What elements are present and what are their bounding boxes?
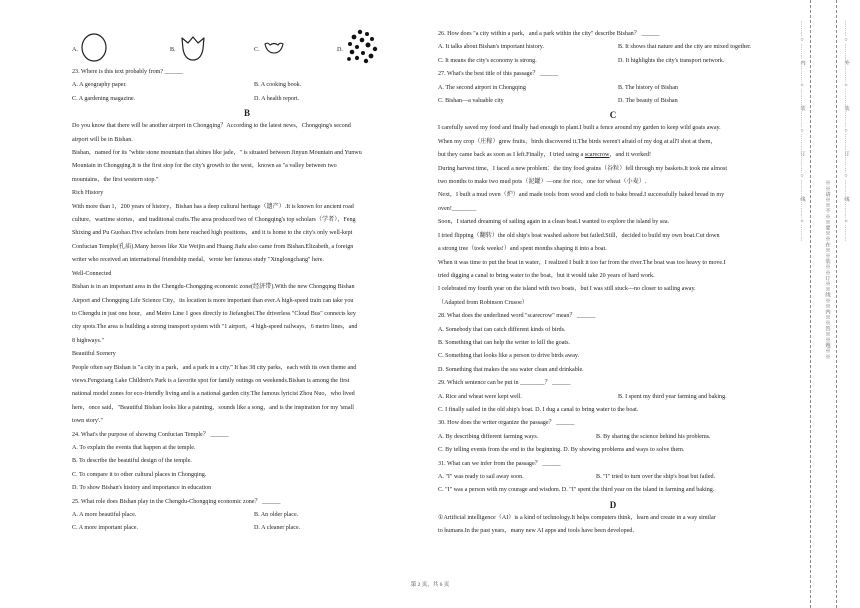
binding-outer-marks: ………○………外………○………装………○………订………○………线………○……… — [843, 20, 849, 242]
q23-option-d: D. A health report. — [254, 95, 300, 102]
passage-b-line: People often say Bishan is "a city in a park，and a park in a city." It has 38 city parks，each with its own theme and — [72, 364, 357, 371]
q25-option-a: A. A more beautiful place. — [72, 512, 137, 518]
passage-b-line: views.Fengxiang Lake Children's Park is a favorite spot for family outings on weekends.Bishan is among the first — [72, 377, 350, 384]
question-31: 31. What can we infer from the passage？ ______ — [438, 460, 561, 467]
passage-c-source: （Adapted from Robinson Crusoe） — [438, 299, 528, 306]
passage-c-line: but they came back as soon as I left.Finally，I tried using a scarecrow，and it worked! — [438, 152, 652, 159]
right-column — [438, 28, 788, 539]
passage-d-line: to humans.In the past years，many new AI apps and tools have been developed. — [438, 528, 634, 535]
q26-option-a: A. It talks about Bishan's important history. — [438, 44, 544, 51]
option-a-label: A. — [72, 47, 78, 53]
question-27: 27. What's the best title of this passage？ ______ — [438, 71, 559, 78]
section-d-heading: D — [609, 499, 617, 510]
question-26: 26. How does "a city within a park，and a park within the city" describe Bishan？ ______ — [438, 31, 660, 37]
q30-option-d: D. By showing problems and ways to solve them. — [563, 447, 685, 454]
passage-b-line: Confucian Temple(孔庙).Many heroes like Xie Weijin and Huang Jiafu also came from Bishan.Elizabeth, a foreign — [72, 243, 354, 250]
q25-option-b: B. An older place. — [254, 512, 299, 518]
passage-b-line: 8 highways." — [72, 337, 104, 344]
binding-line-outer — [836, 0, 837, 608]
question-24: 24. What's the purpose of showing Confucian Temple？ ______ — [72, 431, 229, 438]
section-b-heading: B — [243, 108, 250, 119]
q27-option-a: A. The second airport in Chongqing — [438, 84, 526, 91]
q24-option-a: A. To explain the events that happen at the temple. — [72, 444, 196, 451]
scattered-pieces-icon — [344, 28, 380, 66]
q29-option-d: D. I dug a canal to bring water to the boat. — [535, 406, 639, 413]
q23-options-row-2 — [72, 93, 422, 106]
passage-b-line: Bishan，named for its "white stone mountain that shines like jade，" is situated between Jinyun Mountain and Yunwu — [72, 150, 362, 157]
q27-option-c: C. Bishan—a valuable city — [438, 98, 504, 105]
q26-options-row-2 — [438, 55, 788, 68]
q28-option-d: D. Something that makes the sea water clean and drinkable. — [438, 366, 584, 373]
passage-b-line: national model zones for eco-friendly living and is a national garden city.The famous lyricist Zhou Nuo，who lived — [72, 391, 355, 398]
passage-b-line: Shixing and Pu Guohao.Five scholars from here reached high positions，and it is home to the city's only well-kept — [72, 230, 353, 237]
passage-c-line: When it was time to put the boat in water，I realized I built it too far from the river.The boat was too heavy to move.I — [438, 259, 726, 266]
passage-b-line: With more than 1，200 years of history，Bishan has a deep cultural heritage（遗产）.It is known for ancient road — [72, 203, 354, 210]
section-c-heading: C — [609, 110, 617, 121]
q31-option-c: C. "I" was a person with my courage and wisdom. — [438, 487, 561, 494]
q26-options-row-1 — [438, 41, 788, 54]
q30-option-a: A. By describing different farming ways. — [438, 433, 539, 440]
binding-line-inner — [810, 0, 811, 608]
q29-option-b: B. I spent my third year farming and baking. — [618, 393, 727, 400]
question-29: 29. Which sentence can be put in ________？ ______ — [438, 380, 571, 387]
passage-c-line: a strong tree（took weeks!）and spent months shaping it into a boat. — [438, 246, 607, 253]
q28-option-b: B. Something that can help the writer to kill the goats. — [438, 339, 571, 346]
q23-option-c: C. A gardening magazine. — [72, 95, 136, 102]
subheading-well-connected: Well-Connected — [72, 270, 112, 277]
q23-option-b: B. A cooking book. — [254, 82, 302, 89]
passage-b-line: Mountain in Chongqing.It is the first stop for the city's growth to the west，known as "a valley between two — [72, 163, 337, 170]
q25-option-c: C. A more important place. — [72, 525, 139, 532]
q28-option-a: A. Somebody that can catch different kinds of birds. — [438, 326, 566, 333]
q31-options-row-2 — [438, 484, 788, 497]
q26-option-b: B. It shows that nature and the city are mixed together. — [618, 44, 752, 51]
question-23: 23. Where is this text probably from? ______ — [72, 69, 183, 75]
q25-options-row-2 — [72, 522, 422, 535]
q29-options-row-1 — [438, 391, 788, 404]
passage-c-line: I tried flipping（翻转）the old ship's boat washed ashore but failed.Still，decided to build my own boat.Cut down — [438, 232, 720, 239]
left-column — [72, 0, 422, 536]
q24-option-c: C. To compare it to other cultural places in Chongqing. — [72, 471, 207, 478]
subheading-beautiful-scenery: Beautiful Scenery — [72, 351, 116, 358]
q30-options-row-1 — [438, 431, 788, 444]
q27-option-b: B. The history of Bishan — [618, 84, 678, 91]
passage-b-line: town story'." — [72, 418, 104, 425]
question-30: 30. How does the writer organize the passage？ ______ — [438, 420, 575, 427]
q30-options-row-2 — [438, 444, 788, 457]
q24-option-b: B. To describe the beautiful design of the temple. — [72, 458, 192, 465]
q31-options-row-1 — [438, 471, 788, 484]
tulip-outline-icon — [178, 34, 208, 62]
binding-warning: ※※请※※不※※要※※在※※装※※订※※线※※内※※答※※题※※ — [824, 180, 830, 360]
question-28: 28. What does the underlined word "scarecrow" mean？ ______ — [438, 313, 596, 320]
passage-b-line: culture，wartime stories，and traditional crafts.The area produced two of Chongqing's top scholars（学者），Feng — [72, 217, 356, 224]
option-b-label: B. — [170, 47, 176, 53]
question-25: 25. What role does Bishan play in the Chengdu-Chongqing economic zone？ ______ — [72, 498, 281, 505]
passage-c-line: two months to make two mud pots（泥罐）—one for rice，one for wheat（小麦）. — [438, 179, 647, 186]
q30-option-b: B. By sharing the science behind his problems. — [596, 433, 711, 440]
q23-option-a: A. A geography paper. — [72, 82, 127, 89]
option-d-label: D. — [337, 47, 343, 53]
passage-b-line: mountains，the first western stop." — [72, 176, 159, 183]
passage-c-line: oven!________ — [438, 205, 477, 212]
q27-options-row-2 — [438, 95, 788, 108]
q30-option-c: C. By telling events from the end to the beginning. — [438, 447, 562, 454]
q26-option-d: D. It highlights the city's transport network. — [618, 57, 725, 64]
binding-inner-marks: ………○………内………○………装………○………订………○………线………○……… — [799, 20, 805, 242]
passage-c-line: Soon，I started dreaming of sailing again in a clean boat.I wanted to explore the island by sea. — [438, 219, 670, 226]
q31-option-b: B. "I" tried to turn over the ship's boat but failed. — [596, 474, 716, 480]
passage-b-line: here，once said，"Beautiful Bishan looks like a painting，sounds like a song，and is the inspiration for my 'small — [72, 404, 354, 411]
passage-b-line: Bishan is in an important area in the Chengdu-Chongqing economic zone(经济带).With the new Chongqing Bishan — [72, 284, 355, 291]
scarecrow-underlined-word: scarecrow — [584, 152, 610, 159]
q27-options-row-1 — [438, 82, 788, 95]
passage-c-line: When my crop（庄稼）grew fruits，birds discovered it.The birds weren't afraid of my dog at all'I shot at them， — [438, 138, 717, 145]
option-c-label: C. — [254, 47, 260, 53]
passage-d-line: ①Artificial intelligence（AI）is a kind of technology.It helps computers think，learn and create in a way similar — [438, 514, 716, 521]
egg-outline-icon — [80, 32, 108, 62]
q25-options-row-1 — [72, 509, 422, 522]
passage-b-line: airport will be in Bishan. — [72, 136, 133, 143]
shape-options — [72, 0, 422, 66]
q28-option-c: C. Something that looks like a person to drive birds away. — [438, 353, 580, 360]
q26-option-c: C. It means the city's economy is strong. — [438, 57, 537, 64]
binding-margin — [796, 0, 860, 608]
passage-b-line: to Chengdu in just one hour，and Metro Line 1 goes directly to Jiefangbei.The driverless "Cloud Bus" connects key — [72, 310, 356, 317]
subheading-rich-history: Rich History — [72, 190, 104, 197]
q31-option-d: D. "I" spent the third year on the island in farming and baking. — [561, 487, 715, 494]
passage-c-line: During harvest time，I faced a new problem：the tiny food grains（谷粒）fell through my baskets.It took me almost — [438, 165, 728, 172]
passage-c-line: Next，I built a mud oven（炉）and made tools from wood and cloth to bake bread.I successfully baked bread in my — [438, 192, 725, 199]
passage-b-line: Airport and Chongqing Life Science City，its location is more important than ever.A high-speed train can take you — [72, 297, 354, 304]
q25-option-d: D. A cleaner place. — [254, 525, 301, 532]
passage-c-line: I carefully saved my food and finally had enough to plant.I built a fence around my garden to keep wild goats away. — [438, 125, 721, 132]
passage-b-line: writer who received an international friendship medal，wrote her famous study "Xinglongchang" here. — [72, 257, 325, 264]
q24-option-d: D. To show Bishan's history and importance in education — [72, 485, 212, 492]
q31-option-a: A. "I" was ready to sail away soon. — [438, 474, 524, 480]
passage-c-line: tried digging a canal to bring water to the boat，but it would take 20 years of hard work. — [438, 272, 655, 279]
page-footer: 第 2 页，共 6 页 — [410, 582, 450, 588]
q27-option-d: D. The beauty of Bishan — [618, 98, 678, 105]
q23-options-row-1 — [72, 79, 422, 92]
q29-option-c: C. I finally sailed in the old ship's boat. — [438, 406, 534, 413]
q29-options-row-2 — [438, 404, 788, 417]
bowl-outline-icon — [263, 40, 285, 56]
passage-c-line: I celebrated my fourth year on the island with two boats，but I was still stuck—no closer to sailing away. — [438, 286, 696, 293]
passage-b-line: Do you know that there will be another airport in Chongqing？According to the latest news，Chongqing's second — [72, 123, 351, 130]
passage-b-line: city spots.The area is building a strong transport system with "1 airport，4 high-speed railways，6 metro lines，and — [72, 324, 358, 331]
q29-option-a: A. Rice and wheat were kept well. — [438, 393, 522, 400]
